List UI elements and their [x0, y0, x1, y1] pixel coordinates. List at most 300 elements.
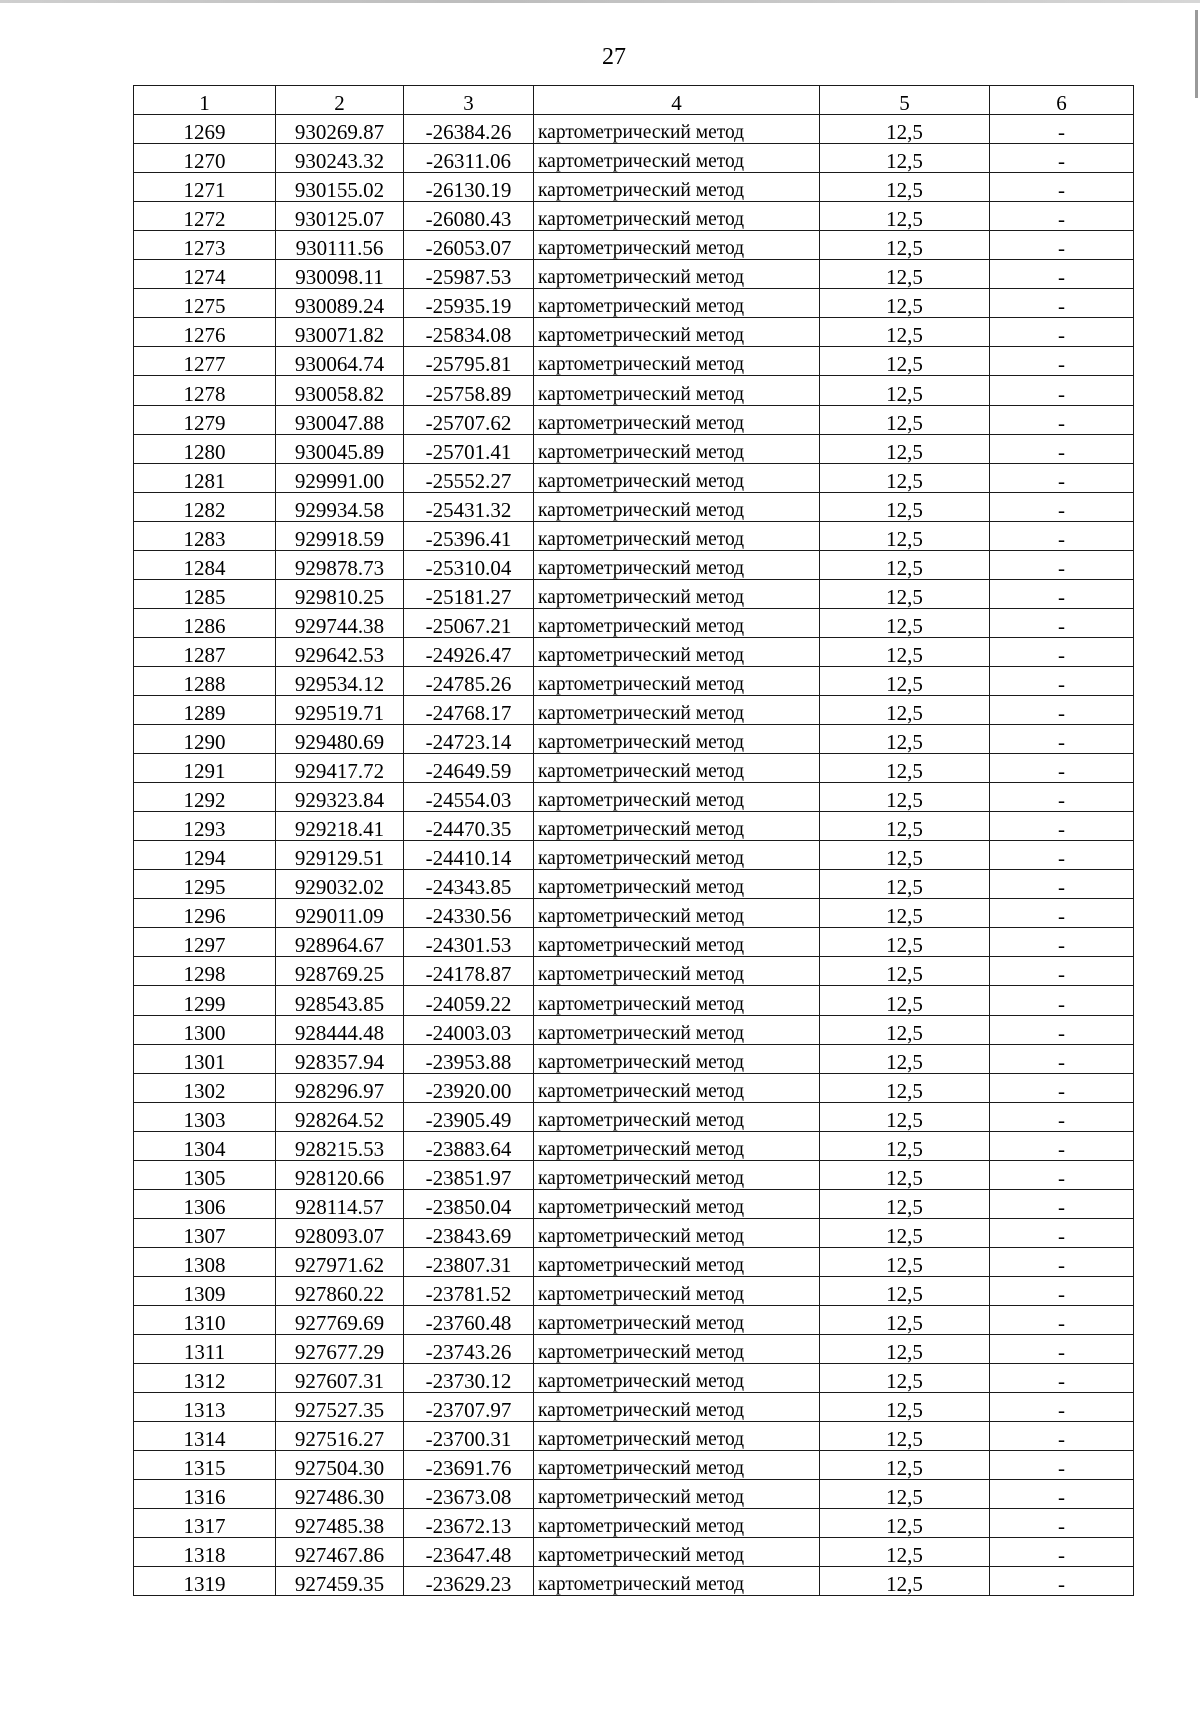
method-cell: картометрический метод — [534, 115, 820, 144]
table-row — [134, 202, 1134, 231]
y-coordinate-cell: -25396.41 — [404, 521, 534, 550]
note-cell: - — [990, 492, 1134, 521]
accuracy-cell: 12,5 — [820, 202, 990, 231]
x-coordinate-cell: 927607.31 — [276, 1364, 404, 1393]
note-cell: - — [990, 579, 1134, 608]
method-cell: картометрический метод — [534, 492, 820, 521]
accuracy-cell: 12,5 — [820, 1218, 990, 1247]
table-row — [134, 1131, 1134, 1160]
method-cell: картометрический метод — [534, 666, 820, 695]
x-coordinate-cell: 930243.32 — [276, 144, 404, 173]
table-row — [134, 1044, 1134, 1073]
x-coordinate-cell: 929480.69 — [276, 725, 404, 754]
page-number: 27 — [602, 44, 626, 70]
point-number-cell: 1287 — [134, 637, 276, 666]
note-cell: - — [990, 289, 1134, 318]
x-coordinate-cell: 929918.59 — [276, 521, 404, 550]
accuracy-cell: 12,5 — [820, 1451, 990, 1480]
x-coordinate-cell: 929744.38 — [276, 608, 404, 637]
note-cell: - — [990, 202, 1134, 231]
note-cell: - — [990, 1335, 1134, 1364]
accuracy-cell: 12,5 — [820, 1073, 990, 1102]
method-cell: картометрический метод — [534, 1015, 820, 1044]
method-cell: картометрический метод — [534, 608, 820, 637]
accuracy-cell: 12,5 — [820, 666, 990, 695]
y-coordinate-cell: -23629.23 — [404, 1567, 534, 1596]
table-row — [134, 1189, 1134, 1218]
table-row — [134, 260, 1134, 289]
y-coordinate-cell: -23807.31 — [404, 1247, 534, 1276]
note-cell: - — [990, 986, 1134, 1015]
x-coordinate-cell: 930045.89 — [276, 434, 404, 463]
method-cell: картометрический метод — [534, 1567, 820, 1596]
method-cell: картометрический метод — [534, 1131, 820, 1160]
x-coordinate-cell: 930064.74 — [276, 347, 404, 376]
note-cell: - — [990, 1509, 1134, 1538]
y-coordinate-cell: -25067.21 — [404, 608, 534, 637]
note-cell: - — [990, 463, 1134, 492]
point-number-cell: 1313 — [134, 1393, 276, 1422]
point-number-cell: 1308 — [134, 1247, 276, 1276]
table-row — [134, 1160, 1134, 1189]
x-coordinate-cell: 929417.72 — [276, 754, 404, 783]
column-header: 6 — [990, 86, 1134, 115]
x-coordinate-cell: 927971.62 — [276, 1247, 404, 1276]
x-coordinate-cell: 929032.02 — [276, 870, 404, 899]
note-cell: - — [990, 1393, 1134, 1422]
y-coordinate-cell: -23843.69 — [404, 1218, 534, 1247]
table-row — [134, 870, 1134, 899]
x-coordinate-cell: 929218.41 — [276, 812, 404, 841]
table-row — [134, 1247, 1134, 1276]
y-coordinate-cell: -26053.07 — [404, 231, 534, 260]
method-cell: картометрический метод — [534, 579, 820, 608]
accuracy-cell: 12,5 — [820, 579, 990, 608]
method-cell: картометрический метод — [534, 1189, 820, 1218]
accuracy-cell: 12,5 — [820, 1102, 990, 1131]
point-number-cell: 1279 — [134, 405, 276, 434]
accuracy-cell: 12,5 — [820, 231, 990, 260]
note-cell: - — [990, 608, 1134, 637]
accuracy-cell: 12,5 — [820, 318, 990, 347]
point-number-cell: 1280 — [134, 434, 276, 463]
accuracy-cell: 12,5 — [820, 173, 990, 202]
y-coordinate-cell: -23673.08 — [404, 1480, 534, 1509]
point-number-cell: 1271 — [134, 173, 276, 202]
method-cell: картометрический метод — [534, 1480, 820, 1509]
table-row — [134, 347, 1134, 376]
table-row — [134, 579, 1134, 608]
note-cell: - — [990, 1364, 1134, 1393]
method-cell: картометрический метод — [534, 1509, 820, 1538]
point-number-cell: 1314 — [134, 1422, 276, 1451]
x-coordinate-cell: 929810.25 — [276, 579, 404, 608]
method-cell: картометрический метод — [534, 1451, 820, 1480]
accuracy-cell: 12,5 — [820, 841, 990, 870]
accuracy-cell: 12,5 — [820, 812, 990, 841]
x-coordinate-cell: 929129.51 — [276, 841, 404, 870]
point-number-cell: 1281 — [134, 463, 276, 492]
y-coordinate-cell: -23647.48 — [404, 1538, 534, 1567]
x-coordinate-cell: 930058.82 — [276, 376, 404, 405]
method-cell: картометрический метод — [534, 1073, 820, 1102]
point-number-cell: 1278 — [134, 376, 276, 405]
note-cell: - — [990, 637, 1134, 666]
method-cell: картометрический метод — [534, 725, 820, 754]
method-cell: картометрический метод — [534, 637, 820, 666]
column-header: 3 — [404, 86, 534, 115]
note-cell: - — [990, 434, 1134, 463]
note-cell: - — [990, 1480, 1134, 1509]
accuracy-cell: 12,5 — [820, 1480, 990, 1509]
accuracy-cell: 12,5 — [820, 1567, 990, 1596]
table-row — [134, 783, 1134, 812]
x-coordinate-cell: 927860.22 — [276, 1276, 404, 1305]
note-cell: - — [990, 173, 1134, 202]
scan-edge-top — [0, 0, 1200, 3]
method-cell: картометрический метод — [534, 754, 820, 783]
point-number-cell: 1283 — [134, 521, 276, 550]
table-row — [134, 754, 1134, 783]
point-number-cell: 1277 — [134, 347, 276, 376]
point-number-cell: 1269 — [134, 115, 276, 144]
x-coordinate-cell: 927467.86 — [276, 1538, 404, 1567]
point-number-cell: 1293 — [134, 812, 276, 841]
accuracy-cell: 12,5 — [820, 1131, 990, 1160]
point-number-cell: 1305 — [134, 1160, 276, 1189]
method-cell: картометрический метод — [534, 986, 820, 1015]
y-coordinate-cell: -25935.19 — [404, 289, 534, 318]
accuracy-cell: 12,5 — [820, 1015, 990, 1044]
point-number-cell: 1291 — [134, 754, 276, 783]
note-cell: - — [990, 899, 1134, 928]
note-cell: - — [990, 144, 1134, 173]
y-coordinate-cell: -23743.26 — [404, 1335, 534, 1364]
accuracy-cell: 12,5 — [820, 1305, 990, 1334]
accuracy-cell: 12,5 — [820, 144, 990, 173]
method-cell: картометрический метод — [534, 1305, 820, 1334]
y-coordinate-cell: -26080.43 — [404, 202, 534, 231]
accuracy-cell: 12,5 — [820, 1509, 990, 1538]
method-cell: картометрический метод — [534, 1364, 820, 1393]
note-cell: - — [990, 928, 1134, 957]
point-number-cell: 1312 — [134, 1364, 276, 1393]
accuracy-cell: 12,5 — [820, 1393, 990, 1422]
table-row — [134, 550, 1134, 579]
y-coordinate-cell: -23953.88 — [404, 1044, 534, 1073]
y-coordinate-cell: -26130.19 — [404, 173, 534, 202]
point-number-cell: 1297 — [134, 928, 276, 957]
table-row — [134, 115, 1134, 144]
table-row — [134, 318, 1134, 347]
accuracy-cell: 12,5 — [820, 434, 990, 463]
accuracy-cell: 12,5 — [820, 725, 990, 754]
accuracy-cell: 12,5 — [820, 695, 990, 724]
method-cell: картометрический метод — [534, 1393, 820, 1422]
note-cell: - — [990, 1015, 1134, 1044]
x-coordinate-cell: 929991.00 — [276, 463, 404, 492]
table-body — [134, 86, 1134, 1596]
x-coordinate-cell: 929878.73 — [276, 550, 404, 579]
accuracy-cell: 12,5 — [820, 260, 990, 289]
note-cell: - — [990, 1189, 1134, 1218]
method-cell: картометрический метод — [534, 1102, 820, 1131]
table-row — [134, 695, 1134, 724]
y-coordinate-cell: -26384.26 — [404, 115, 534, 144]
table-row — [134, 1393, 1134, 1422]
accuracy-cell: 12,5 — [820, 347, 990, 376]
accuracy-cell: 12,5 — [820, 521, 990, 550]
note-cell: - — [990, 115, 1134, 144]
table-row — [134, 1538, 1134, 1567]
x-coordinate-cell: 927459.35 — [276, 1567, 404, 1596]
column-header: 4 — [534, 86, 820, 115]
accuracy-cell: 12,5 — [820, 1247, 990, 1276]
point-number-cell: 1306 — [134, 1189, 276, 1218]
point-number-cell: 1288 — [134, 666, 276, 695]
method-cell: картометрический метод — [534, 899, 820, 928]
point-number-cell: 1276 — [134, 318, 276, 347]
y-coordinate-cell: -25552.27 — [404, 463, 534, 492]
method-cell: картометрический метод — [534, 202, 820, 231]
y-coordinate-cell: -23760.48 — [404, 1305, 534, 1334]
method-cell: картометрический метод — [534, 1218, 820, 1247]
y-coordinate-cell: -23850.04 — [404, 1189, 534, 1218]
point-number-cell: 1316 — [134, 1480, 276, 1509]
x-coordinate-cell: 928964.67 — [276, 928, 404, 957]
table-row — [134, 1451, 1134, 1480]
accuracy-cell: 12,5 — [820, 1044, 990, 1073]
y-coordinate-cell: -23851.97 — [404, 1160, 534, 1189]
point-number-cell: 1310 — [134, 1305, 276, 1334]
y-coordinate-cell: -24178.87 — [404, 957, 534, 986]
point-number-cell: 1295 — [134, 870, 276, 899]
accuracy-cell: 12,5 — [820, 870, 990, 899]
x-coordinate-cell: 928444.48 — [276, 1015, 404, 1044]
table-row — [134, 666, 1134, 695]
table-row — [134, 608, 1134, 637]
accuracy-cell: 12,5 — [820, 1335, 990, 1364]
y-coordinate-cell: -24470.35 — [404, 812, 534, 841]
note-cell: - — [990, 1567, 1134, 1596]
table-row — [134, 1480, 1134, 1509]
table-row — [134, 1218, 1134, 1247]
x-coordinate-cell: 930269.87 — [276, 115, 404, 144]
y-coordinate-cell: -25181.27 — [404, 579, 534, 608]
point-number-cell: 1292 — [134, 783, 276, 812]
x-coordinate-cell: 930155.02 — [276, 173, 404, 202]
accuracy-cell: 12,5 — [820, 637, 990, 666]
point-number-cell: 1284 — [134, 550, 276, 579]
accuracy-cell: 12,5 — [820, 928, 990, 957]
x-coordinate-cell: 928120.66 — [276, 1160, 404, 1189]
y-coordinate-cell: -23707.97 — [404, 1393, 534, 1422]
x-coordinate-cell: 929534.12 — [276, 666, 404, 695]
note-cell: - — [990, 1276, 1134, 1305]
table-row — [134, 986, 1134, 1015]
table-row — [134, 899, 1134, 928]
accuracy-cell: 12,5 — [820, 1364, 990, 1393]
accuracy-cell: 12,5 — [820, 899, 990, 928]
point-number-cell: 1290 — [134, 725, 276, 754]
note-cell: - — [990, 1538, 1134, 1567]
note-cell: - — [990, 725, 1134, 754]
table-row — [134, 1102, 1134, 1131]
note-cell: - — [990, 695, 1134, 724]
point-number-cell: 1272 — [134, 202, 276, 231]
point-number-cell: 1289 — [134, 695, 276, 724]
point-number-cell: 1298 — [134, 957, 276, 986]
note-cell: - — [990, 376, 1134, 405]
y-coordinate-cell: -23730.12 — [404, 1364, 534, 1393]
method-cell: картометрический метод — [534, 783, 820, 812]
point-number-cell: 1270 — [134, 144, 276, 173]
x-coordinate-cell: 927516.27 — [276, 1422, 404, 1451]
accuracy-cell: 12,5 — [820, 1189, 990, 1218]
x-coordinate-cell: 930111.56 — [276, 231, 404, 260]
note-cell: - — [990, 318, 1134, 347]
point-number-cell: 1275 — [134, 289, 276, 318]
x-coordinate-cell: 930125.07 — [276, 202, 404, 231]
y-coordinate-cell: -24003.03 — [404, 1015, 534, 1044]
point-number-cell: 1317 — [134, 1509, 276, 1538]
x-coordinate-cell: 928543.85 — [276, 986, 404, 1015]
note-cell: - — [990, 1131, 1134, 1160]
accuracy-cell: 12,5 — [820, 1276, 990, 1305]
table-row — [134, 144, 1134, 173]
method-cell: картометрический метод — [534, 957, 820, 986]
method-cell: картометрический метод — [534, 695, 820, 724]
note-cell: - — [990, 870, 1134, 899]
note-cell: - — [990, 783, 1134, 812]
y-coordinate-cell: -23905.49 — [404, 1102, 534, 1131]
x-coordinate-cell: 928357.94 — [276, 1044, 404, 1073]
x-coordinate-cell: 930071.82 — [276, 318, 404, 347]
table-row — [134, 434, 1134, 463]
method-cell: картометрический метод — [534, 463, 820, 492]
accuracy-cell: 12,5 — [820, 1538, 990, 1567]
method-cell: картометрический метод — [534, 318, 820, 347]
note-cell: - — [990, 521, 1134, 550]
note-cell: - — [990, 1247, 1134, 1276]
x-coordinate-cell: 927485.38 — [276, 1509, 404, 1538]
column-header: 2 — [276, 86, 404, 115]
note-cell: - — [990, 754, 1134, 783]
column-header: 1 — [134, 86, 276, 115]
table-row — [134, 405, 1134, 434]
y-coordinate-cell: -24649.59 — [404, 754, 534, 783]
accuracy-cell: 12,5 — [820, 1422, 990, 1451]
y-coordinate-cell: -24330.56 — [404, 899, 534, 928]
table-row — [134, 231, 1134, 260]
x-coordinate-cell: 928296.97 — [276, 1073, 404, 1102]
note-cell: - — [990, 347, 1134, 376]
table-row — [134, 812, 1134, 841]
table-row — [134, 1567, 1134, 1596]
y-coordinate-cell: -24410.14 — [404, 841, 534, 870]
accuracy-cell: 12,5 — [820, 1160, 990, 1189]
x-coordinate-cell: 928093.07 — [276, 1218, 404, 1247]
x-coordinate-cell: 930047.88 — [276, 405, 404, 434]
table-row — [134, 1305, 1134, 1334]
table-row — [134, 173, 1134, 202]
method-cell: картометрический метод — [534, 841, 820, 870]
method-cell: картометрический метод — [534, 521, 820, 550]
method-cell: картометрический метод — [534, 550, 820, 579]
method-cell: картометрический метод — [534, 231, 820, 260]
method-cell: картометрический метод — [534, 376, 820, 405]
note-cell: - — [990, 1422, 1134, 1451]
column-header: 5 — [820, 86, 990, 115]
note-cell: - — [990, 550, 1134, 579]
accuracy-cell: 12,5 — [820, 289, 990, 318]
note-cell: - — [990, 1305, 1134, 1334]
y-coordinate-cell: -24059.22 — [404, 986, 534, 1015]
x-coordinate-cell: 928264.52 — [276, 1102, 404, 1131]
x-coordinate-cell: 929011.09 — [276, 899, 404, 928]
point-number-cell: 1302 — [134, 1073, 276, 1102]
method-cell: картометрический метод — [534, 405, 820, 434]
y-coordinate-cell: -24926.47 — [404, 637, 534, 666]
table-row — [134, 1073, 1134, 1102]
y-coordinate-cell: -24785.26 — [404, 666, 534, 695]
table-row — [134, 1276, 1134, 1305]
note-cell: - — [990, 231, 1134, 260]
table-row — [134, 725, 1134, 754]
point-number-cell: 1303 — [134, 1102, 276, 1131]
coordinates-table — [133, 85, 1134, 1596]
accuracy-cell: 12,5 — [820, 608, 990, 637]
note-cell: - — [990, 1218, 1134, 1247]
x-coordinate-cell: 929519.71 — [276, 695, 404, 724]
note-cell: - — [990, 957, 1134, 986]
point-number-cell: 1273 — [134, 231, 276, 260]
method-cell: картометрический метод — [534, 1044, 820, 1073]
accuracy-cell: 12,5 — [820, 405, 990, 434]
note-cell: - — [990, 1044, 1134, 1073]
table-row — [134, 289, 1134, 318]
x-coordinate-cell: 930089.24 — [276, 289, 404, 318]
y-coordinate-cell: -25758.89 — [404, 376, 534, 405]
x-coordinate-cell: 928114.57 — [276, 1189, 404, 1218]
note-cell: - — [990, 405, 1134, 434]
accuracy-cell: 12,5 — [820, 463, 990, 492]
x-coordinate-cell: 927504.30 — [276, 1451, 404, 1480]
table-row — [134, 463, 1134, 492]
note-cell: - — [990, 666, 1134, 695]
y-coordinate-cell: -24301.53 — [404, 928, 534, 957]
y-coordinate-cell: -24343.85 — [404, 870, 534, 899]
table-row — [134, 492, 1134, 521]
point-number-cell: 1282 — [134, 492, 276, 521]
accuracy-cell: 12,5 — [820, 783, 990, 812]
accuracy-cell: 12,5 — [820, 957, 990, 986]
y-coordinate-cell: -25701.41 — [404, 434, 534, 463]
method-cell: картометрический метод — [534, 260, 820, 289]
accuracy-cell: 12,5 — [820, 115, 990, 144]
y-coordinate-cell: -25795.81 — [404, 347, 534, 376]
point-number-cell: 1274 — [134, 260, 276, 289]
accuracy-cell: 12,5 — [820, 550, 990, 579]
x-coordinate-cell: 929934.58 — [276, 492, 404, 521]
note-cell: - — [990, 1102, 1134, 1131]
method-cell: картометрический метод — [534, 434, 820, 463]
y-coordinate-cell: -23700.31 — [404, 1422, 534, 1451]
table-row — [134, 521, 1134, 550]
x-coordinate-cell: 929323.84 — [276, 783, 404, 812]
x-coordinate-cell: 929642.53 — [276, 637, 404, 666]
y-coordinate-cell: -24554.03 — [404, 783, 534, 812]
